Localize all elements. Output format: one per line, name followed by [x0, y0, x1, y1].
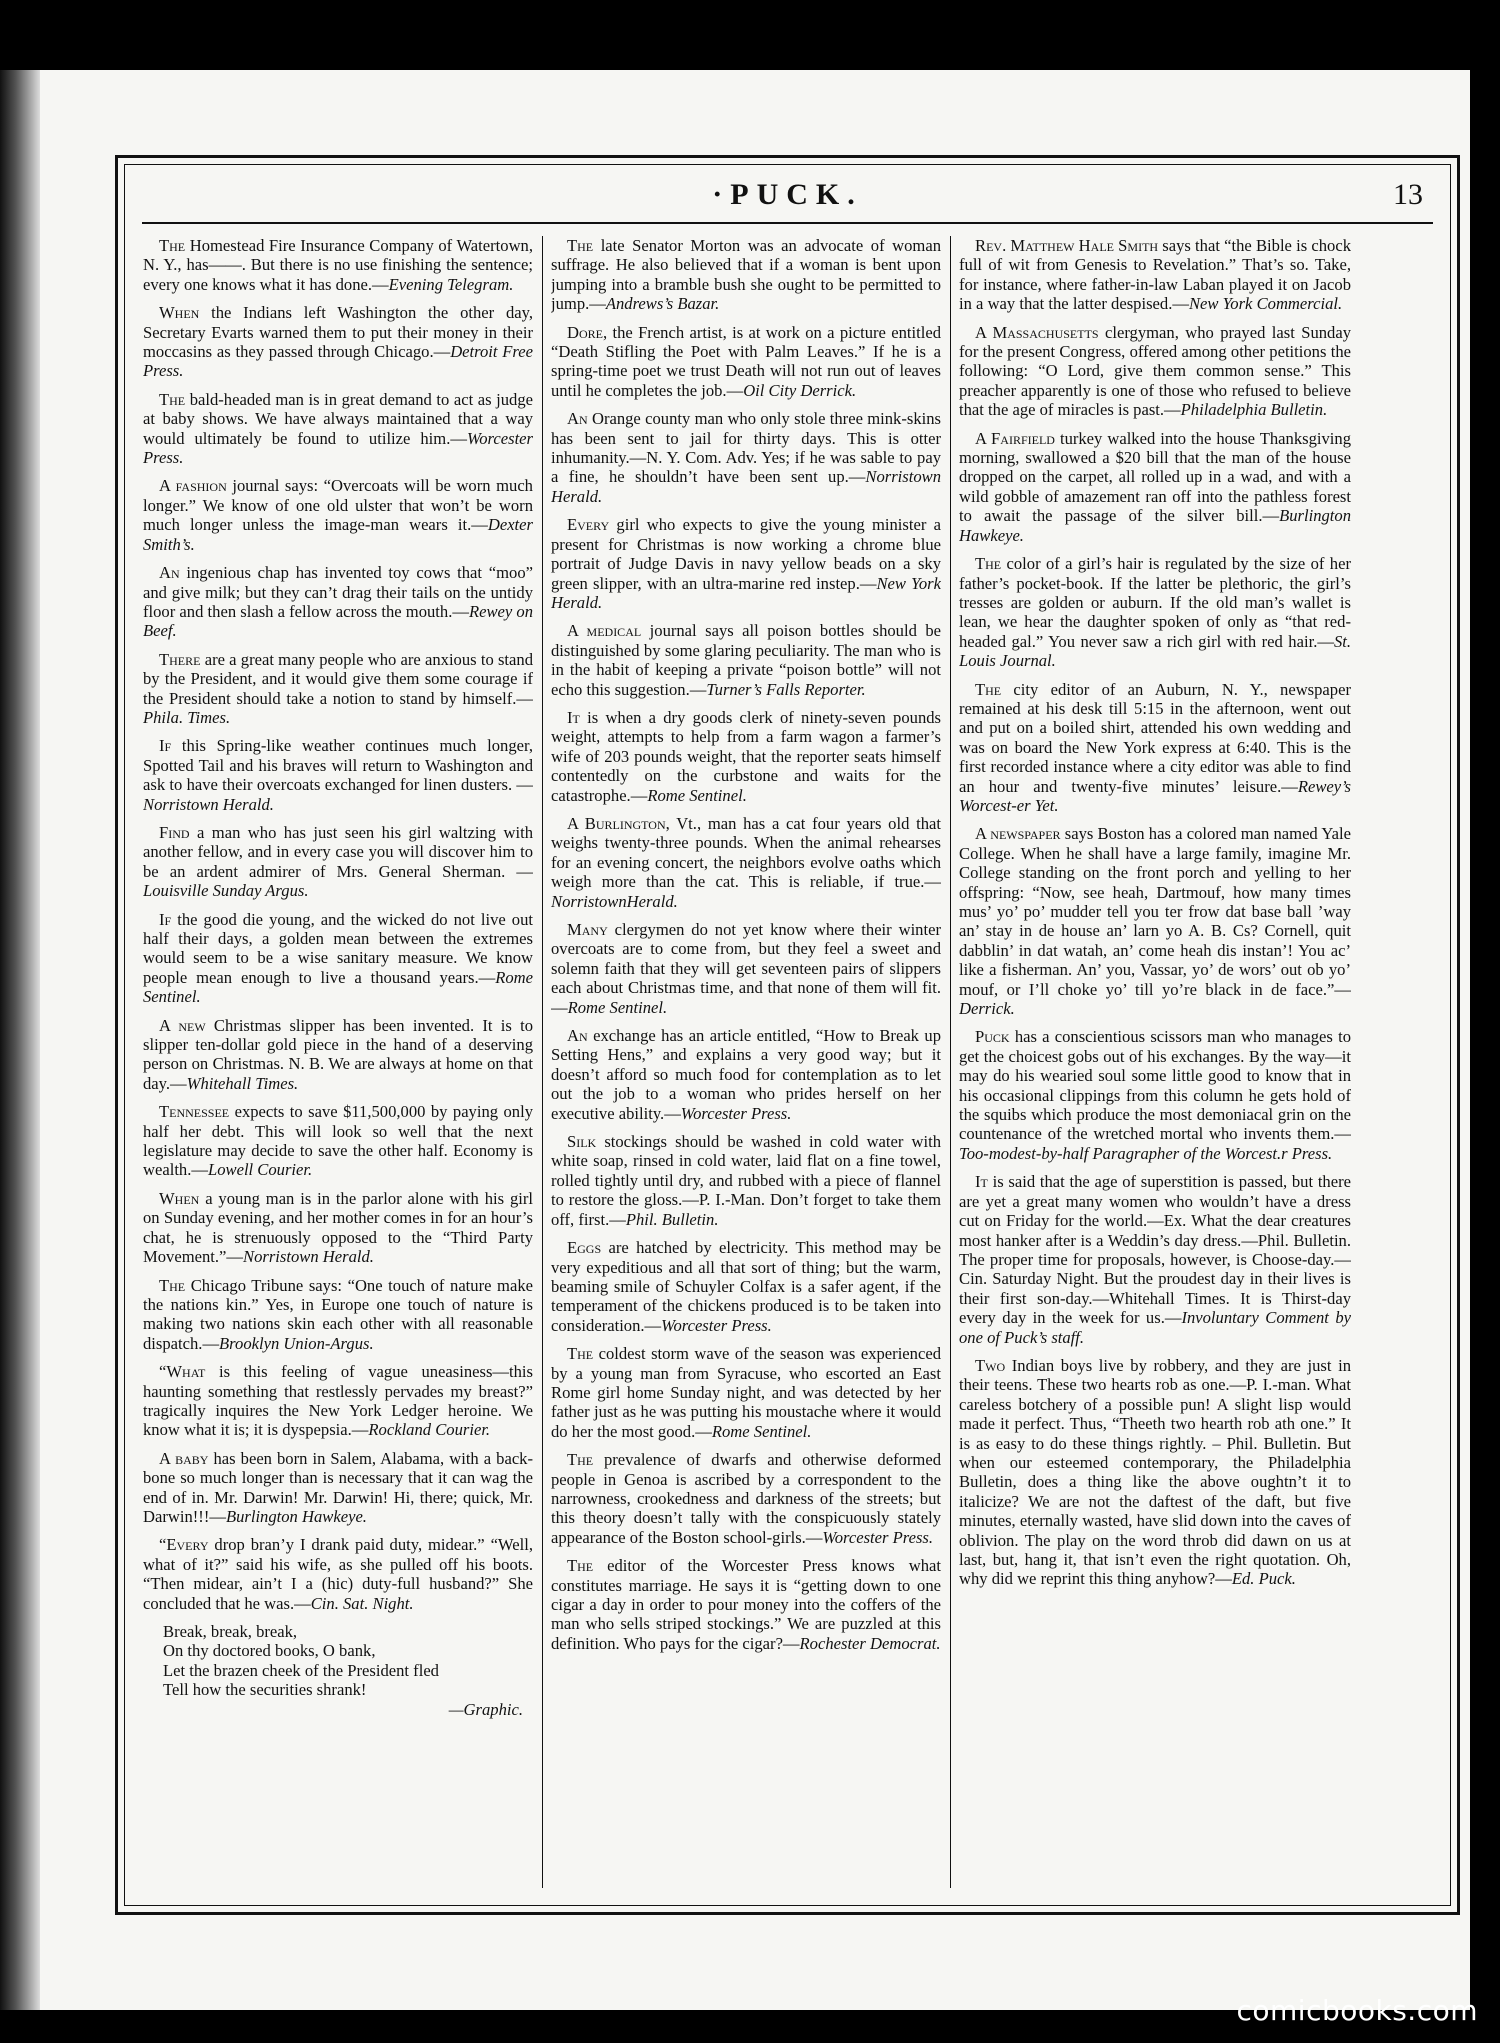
article-paragraph	[959, 554, 1351, 670]
article-paragraph	[143, 303, 533, 381]
paragraph-source: Oil City Derrick.	[743, 380, 857, 400]
article-paragraph	[551, 323, 941, 401]
article-paragraph	[551, 621, 941, 699]
paragraph-text: the good die young, and the wicked do not live out half their days, a golden mean between the extremes would seem to be a wise sanitary measure. We know people mean enough to live a thousand years.—	[143, 909, 533, 987]
paragraph-source: Burlington Hawkeye.	[959, 506, 1351, 545]
paragraph-lead: A new	[159, 1015, 206, 1035]
paragraph-source: New York Herald.	[551, 573, 941, 612]
paragraph-text: the Indians left Washington the other day, Secretary Evarts warned them to put their money in their moccasins as they passed through Chicago.—	[143, 303, 533, 362]
paragraph-source: Turner’s Falls Reporter.	[706, 679, 866, 699]
article-paragraph	[959, 1356, 1351, 1589]
article-paragraph	[143, 1016, 533, 1094]
paragraph-source: Rewey’s Worcest-er Yet.	[959, 776, 1351, 815]
binding-gutter	[0, 70, 40, 2010]
paragraph-source: Ed. Puck.	[1231, 1569, 1296, 1589]
paragraph-lead: An	[567, 1026, 588, 1046]
article-paragraph	[551, 1556, 941, 1653]
paragraph-text: this Spring-like weather continues much longer, Spotted Tail and his braves will return to Washington and ask to have their overcoats exchanged for linen dusters. —	[143, 736, 533, 795]
paragraph-lead: A newspaper	[975, 824, 1061, 844]
paragraph-lead: Silk	[567, 1132, 597, 1152]
paragraph-lead: The	[975, 554, 1002, 574]
paragraph-text: bald-headed man is in great demand to act as judge at baby shows. We have always maintained that a way would ultimately be found to utilize him.—	[143, 389, 533, 448]
paragraph-source: Rewey on Beef.	[143, 601, 533, 641]
paragraph-text: a young man is in the parlor alone with his girl on Sunday evening, and her mother comes in for an hour’s chat, he is strenuously opposed to the “Third Party Movement.”—	[143, 1188, 533, 1267]
paragraph-lead: If	[159, 909, 172, 929]
paragraph-text: color of a girl’s hair is regulated by the size of her father’s pocket-book. If the latter be plethoric, the girl’s tresses are golden or auburn. If the old man’s wallet is lean, we hear the daughter spoken of only as “that red-headed gal.” You never saw a rich girl with red hair.—	[959, 554, 1351, 651]
paragraph-lead: Dore,	[567, 322, 608, 342]
paragraph-source: Dexter Smith’s.	[143, 515, 533, 554]
masthead	[118, 178, 1457, 220]
paragraph-source: Rome Sentinel.	[711, 1421, 812, 1441]
paragraph-source: NorristownHerald.	[551, 891, 678, 911]
page-title: ·PUCK.	[712, 178, 863, 211]
article-paragraph	[143, 1362, 533, 1440]
paragraph-text: clergymen do not yet know where their winter overcoats are to come from, but they feel a sweet and solemn faith that they will get seventeen pairs of slippers each about Christmas time, and that none of them will fit.—	[551, 920, 941, 1017]
poem-line: Tell how the securities shrank!	[163, 1680, 367, 1700]
paragraph-lead: If	[159, 736, 172, 756]
paragraph-source: Worcester Press.	[661, 1315, 772, 1335]
paragraph-source: Andrews’s Bazar.	[605, 294, 720, 314]
paragraph-source: Detroit Free Press.	[143, 342, 533, 381]
paragraph-lead: A Burlington,	[567, 813, 670, 833]
paragraph-text: says Boston has a colored man named Yale College. When he shall have a large family, imagine Mr. College standing on the front porch and yelling to her offspring: “Now, see heah, Dartmouf, how many times mus’ yo’ po’ mudder tell you ter frow dat base ball ’way an’ stay in de house an’ larn yo A. B. Cs? Cornell, quit dabblin’ in dat watah, an’ come heah dis instan’! You ac’ like a fisherman. An’ you, Vassar, yo’ de wors’ out ob yo’ mouf, or I’ll choke yo’ till yo’re black in de face.”—	[959, 824, 1351, 999]
column-2	[551, 236, 941, 1888]
paragraph-lead: It	[567, 707, 580, 727]
article-paragraph	[551, 1344, 941, 1441]
paragraph-lead: The	[159, 236, 186, 255]
paragraph-source: Derrick.	[959, 999, 1015, 1019]
paragraph-lead: An	[567, 409, 588, 429]
article-paragraph	[143, 476, 533, 554]
paragraph-text: is when a dry goods clerk of ninety-seven pounds weight, attempts to help from a farm wagon a farmer’s wife of 203 pounds weight, that the reporter seats himself contentedly on the curbstone and waits for the catastrophe.—	[551, 707, 941, 805]
page-number: 13	[1393, 178, 1423, 211]
article-paragraph	[959, 680, 1351, 816]
paragraph-text: is this feeling of vague uneasiness—this haunting something that restlessly pervades my breast?” tragically inquires the New York Ledger heroine. We know what it is; it is dyspepsia.—	[143, 1362, 533, 1440]
paragraph-text: are a great many people who are anxious to stand by the President, and it would give them some courage if the President should take a notion to stand by himself.—	[143, 649, 533, 708]
paragraph-text: a man who has just seen his girl waltzing with another fellow, and in every case you will discover him to be an ardent admirer of Mrs. General Sherman. —	[143, 822, 533, 881]
paragraph-lead: A medical	[567, 621, 642, 641]
paragraph-text: drop bran’y I drank paid duty, midear.” “Well, what of it?” said his wife, as she pulled off his boots. “Then midear, ain’t I a (hic) duty-full husband?” She concluded that he was.—	[143, 1535, 533, 1613]
article-paragraph	[143, 1102, 533, 1180]
paragraph-text: late Senator Morton was an advocate of woman suffrage. He also believed that if a woman is bent upon jumping into a bramble bush she ought to be permitted to jump.—	[551, 236, 941, 314]
paragraph-text: editor of the Worcester Press knows what constitutes marriage. He says it is “getting down to one cigar a day in order to pour money into the coffers of the man who sells striped stockings.” We are puzzled at this definition. Who pays for the cigar?—	[551, 1556, 941, 1653]
column-divider	[542, 236, 543, 1888]
paragraph-source: Rochester Democrat.	[799, 1633, 941, 1653]
column-1	[143, 236, 533, 1888]
paragraph-text: are hatched by electricity. This method may be very expeditious and all that sort of thing; but the warm, beaming smile of Schuyler Colfax is a safer agent, if the temperament of the chickens produced is to be taken into consideration.—	[551, 1238, 941, 1335]
paragraph-lead: The	[567, 236, 594, 255]
article-paragraph	[143, 736, 533, 814]
paragraph-lead: The	[567, 1556, 594, 1576]
poem-credit: —Graphic.	[448, 1699, 523, 1719]
paragraph-lead: The	[159, 1275, 186, 1295]
paragraph-source: New York Commercial.	[1188, 294, 1343, 314]
paragraph-text: city editor of an Auburn, N. Y., newspaper remained at his desk till 5:15 in the afternoon, went out and put on a boiled shirt, attended his own wedding and was on board the New York express at 6:40. This is the first recorded instance where a city editor was able to find an hour and twenty-five minutes’ leisure.—	[959, 679, 1351, 796]
poem-line: Break, break, break,	[163, 1622, 298, 1641]
article-paragraph	[551, 515, 941, 612]
paragraph-lead: The	[975, 679, 1002, 699]
paragraph-text: Christmas slipper has been invented. It is to slipper ten-dollar gold piece in the hand of a deserving person on Christmas. N. B. We are always at home on that day.—	[143, 1015, 533, 1093]
paragraph-text: journal says all poison bottles should be distinguished by some glaring peculiarity. The man who is in the habit of keeping a private “poison bottle” will not echo this suggestion.—	[551, 621, 941, 699]
article-paragraph	[551, 1026, 941, 1123]
paragraph-lead: Puck	[975, 1027, 1010, 1047]
paragraph-source: Philadelphia Bulletin.	[1180, 400, 1328, 420]
paragraph-lead: Find	[159, 822, 190, 842]
article-paragraph	[143, 1535, 533, 1613]
article-paragraph	[959, 824, 1351, 1018]
paragraph-source: Evening Telegram.	[388, 274, 514, 294]
paragraph-source: Involuntary Comment by one of Puck’s staff.	[959, 1308, 1351, 1347]
article-paragraph	[143, 1189, 533, 1267]
article-paragraph	[959, 1172, 1351, 1347]
poem-line: Let the brazen cheek of the President fled	[163, 1660, 439, 1680]
paragraph-text: has a conscientious scissors man who manages to get the choicest gobs out of his exchanges. By the way—it may do his wearied soul some little good to know that in his occasional clippings from this column he gets hold of the squibs which produce the most demoniacal grin on the countenance of the wretched mortal who invents them.—	[959, 1027, 1351, 1144]
article-paragraph	[551, 708, 941, 805]
paragraph-source: Norristown Herald.	[143, 794, 274, 814]
article-paragraph	[143, 236, 533, 294]
paragraph-text: prevalence of dwarfs and otherwise deformed people in Genoa is ascribed by a correspondent to the narrowness, crookedness and darkness of the streets; but this theory doesn’t tally with the conspicuously stately appearance of the Boston school-girls.—	[551, 1450, 941, 1547]
paragraph-source: Rockland Courier.	[368, 1420, 491, 1440]
paragraph-text: coldest storm wave of the season was experienced by a young man from Syracuse, who escorted an East Rome girl home Sunday night, and was detected by her father just as he was putting his moustache where it would do her the most good.—	[551, 1344, 941, 1441]
paragraph-source: Phila. Times.	[143, 707, 231, 727]
paragraph-text: has been born in Salem, Alabama, with a back-bone so much longer than is necessary that it can wag the end of in. Mr. Darwin! Mr. Darwin! Hi, there; quick, Mr. Darwin!!!—	[143, 1448, 533, 1526]
article-paragraph	[143, 1449, 533, 1527]
article-paragraph	[959, 236, 1351, 314]
article-paragraph	[551, 1132, 941, 1229]
poem-line: On thy doctored books, O bank,	[163, 1641, 376, 1661]
paragraph-text: clergyman, who prayed last Sunday for the present Congress, offered among other petitions the following: “O Lord, give them common sense.” This preacher apparently is one of those who refused to believe that the age of miracles is past.—	[959, 322, 1351, 420]
paragraph-lead: “Every	[159, 1535, 209, 1555]
paragraph-source: Brooklyn Union-Argus.	[219, 1333, 374, 1353]
paragraph-lead: “What	[159, 1362, 206, 1382]
watermark-text: comicbooks.com	[1236, 1994, 1478, 2027]
paragraph-lead: An	[159, 563, 180, 583]
paragraph-lead: There	[159, 649, 201, 669]
paragraph-lead: Two	[975, 1355, 1006, 1375]
article-paragraph	[551, 1238, 941, 1335]
paragraph-lead: The	[567, 1450, 594, 1470]
paragraph-text: Vt., man has a cat four years old that weighs twenty-three pounds. When the animal rehearses for an evening concert, the neighbors evolve oaths which weigh more than the cat. This is reliable, if true.—	[551, 813, 941, 892]
paragraph-text: Chicago Tribune says: “One touch of nature make the nations kin.” Yes, in Europe one touch of nature is making two nations skin each other with all reasonable dispatch.—	[143, 1275, 533, 1353]
article-paragraph	[551, 920, 941, 1017]
paragraph-source: Norristown Herald.	[243, 1247, 374, 1267]
page-frame	[115, 155, 1460, 1915]
article-paragraph	[959, 429, 1351, 545]
paragraph-source: Worcester Press.	[822, 1527, 934, 1547]
article-paragraph	[143, 650, 533, 728]
paragraph-source: Worcester Press.	[680, 1103, 792, 1123]
paragraph-source: Norristown Herald.	[551, 467, 941, 506]
paragraph-lead: When	[159, 1188, 200, 1208]
paragraph-lead: A Fairfield	[975, 428, 1055, 448]
paragraph-text: stockings should be washed in cold water with white soap, rinsed in cold water, laid flat on a fine towel, rolled tightly until dry, and rubbed with a piece of flannel to restore the gloss.—P. I.-Man. Don’t forget to take them off, first.—	[551, 1132, 941, 1229]
paragraph-source: Worcester Press.	[143, 428, 533, 468]
article-paragraph	[143, 390, 533, 468]
paragraph-text: is said that the age of superstition is passed, but there are yet a great many women who wouldn’t have a dress cut on Friday for the world.—Ex. What the dear creatures most hanker after is a Weddin’s day dress.—Phil. Bulletin. The proper time for proposals, however, is Choose-day.—Cin. Saturday Night. But the proudest day in their lives is their first son-day.—Whitehall Times. It is Thirst-day every day in the week for us.—	[959, 1172, 1351, 1328]
article-paragraph	[959, 1027, 1351, 1163]
paragraph-text: Indian boys live by robbery, and they are just in their teens. These two hearts rob as one.—P. I.-man. What careless botchery of a possible pun! A slight lisp would made it perfect. Thus, “Theeth two hearth rob ath one.” It is as easy to do these things rightly. – Phil. Bulletin. But when our esteemed contemporary, the Philadelphia Bulletin, does a thing like the above oughtn’t it to italicize? We are not the daftest of the daft, but five minutes, eternally wasted, have slid down into the caves of oblivion. The play on the word throb did dawn on us at last, but, hang it, that isn’t even the right quotation. Oh, why did we reprint this thing anyhow?—	[959, 1355, 1351, 1589]
paragraph-lead: A fashion	[159, 476, 227, 496]
paragraph-lead: When	[159, 303, 200, 323]
article-paragraph	[551, 1450, 941, 1547]
paragraph-lead: Rev. Matthew Hale Smith	[975, 236, 1159, 255]
article-paragraph	[551, 236, 941, 314]
article-paragraph	[143, 823, 533, 901]
article-paragraph	[959, 323, 1351, 420]
paragraph-source: Burlington Hawkeye.	[225, 1506, 367, 1526]
paragraph-lead: The	[159, 389, 186, 409]
header-rule	[142, 222, 1433, 224]
paragraph-lead: Eggs	[567, 1238, 602, 1258]
paragraph-source: Rome Sentinel.	[647, 785, 747, 805]
article-paragraph	[551, 814, 941, 911]
article-paragraph	[551, 409, 941, 506]
paragraph-lead: Every	[567, 515, 610, 535]
paragraph-source: Rome Sentinel.	[143, 967, 533, 1007]
paragraph-lead: The	[567, 1344, 594, 1364]
paragraph-source: St. Louis Journal.	[959, 631, 1351, 671]
paragraph-text: exchange has an article entitled, “How to Break up Setting Hens,” and explains a very good way; but it doesn’t afford so much food for contemplation as to let out the job to a woman who prides herself on her executive ability.—	[551, 1026, 941, 1123]
paragraph-source: Too-modest-by-half Paragrapher of the Worcest.r Press.	[959, 1143, 1333, 1163]
paragraph-source: Whitehall Times.	[186, 1073, 299, 1093]
paragraph-text: turkey walked into the house Thanksgiving morning, swallowed a $20 bill that the man of the house dropped on the carpet, all rolled up in a wad, and with a wild gobble of amazement ran off into the pathless forest to await the passage of the silver bill.—	[959, 428, 1351, 526]
paragraph-lead: Many	[567, 920, 608, 939]
paragraph-text: expects to save $11,500,000 by paying only half her debt. This will look so well that the next legislature may decide to save the other half. Economy is wealth.—	[143, 1102, 533, 1180]
paragraph-source: Rome Sentinel.	[567, 997, 668, 1017]
column-divider	[950, 236, 951, 1888]
paragraph-lead: A baby	[159, 1448, 209, 1468]
paragraph-text: girl who expects to give the young minister a present for Christmas is now working a chrome blue portrait of Judge Davis in navy yellow beads on a sky green slipper, with an ultra-marine red instep.—	[551, 515, 941, 593]
paragraph-source: Louisville Sunday Argus.	[143, 881, 309, 901]
paragraph-text: says that “the Bible is chock full of wit from Genesis to Revelation.” That’s so. Take, for instance, where father-in-law Laban played it on Jacob in a way that the latter despised.—	[959, 236, 1351, 314]
paragraph-text: ingenious chap has invented toy cows that “moo” and give milk; but they can’t drag their tails on the untidy floor and then slash a fellow across the mouth.—	[143, 563, 533, 621]
paragraph-text: journal says: “Overcoats will be worn much longer.” We know of one old ulster that won’t be worn much longer unless the image-man wears it.—	[143, 476, 533, 535]
paragraph-source: Cin. Sat. Night.	[310, 1593, 414, 1613]
paragraph-source: Phil. Bulletin.	[625, 1209, 719, 1229]
paragraph-lead: It	[975, 1172, 988, 1192]
article-paragraph	[143, 563, 533, 641]
paragraph-lead: A Massachusetts	[975, 322, 1099, 342]
paragraph-source: Lowell Courier.	[207, 1160, 313, 1180]
column-3	[959, 236, 1351, 1888]
paragraph-text: Homestead Fire Insurance Company of Watertown, N. Y., has——. But there is no use finishing the sentence; every one knows what it has done.—	[143, 236, 533, 294]
article-paragraph	[143, 1276, 533, 1354]
poem-block	[143, 1622, 533, 1719]
paragraph-text: the French artist, is at work on a picture entitled “Death Stifling the Poet with Palm Leaves.” If he is a spring-time poet we trust Death will not run out of leaves until he completes the job.—	[551, 322, 941, 400]
paragraph-lead: Tennessee	[159, 1102, 230, 1122]
paragraph-text: Orange county man who only stole three mink-skins has been sent to jail for thirty days. This is otter inhumanity.—N. Y. Com. Adv. Yes; if he was sable to pay a fine, he shouldn’t have been sent up.—	[551, 409, 941, 487]
article-paragraph	[143, 910, 533, 1007]
